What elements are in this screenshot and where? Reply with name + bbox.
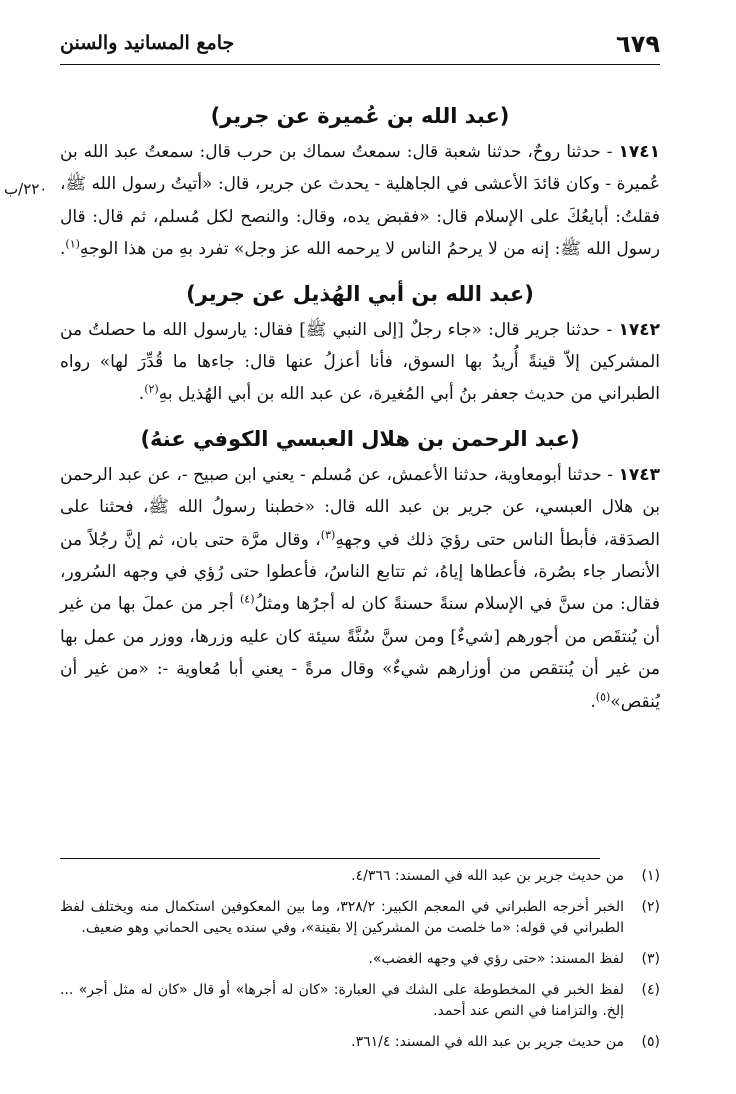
footnote xyxy=(60,980,660,1022)
footnote xyxy=(60,1032,660,1053)
footnote-text: الخبر أخرجه الطبراني في المعجم الكبير: ٣٢٨/٢، وما بين المعكوفين استكمال منه ويختلف لفظ الطبراني في قوله: «ما خلصت من المشركين إلا بقينة»، وفي سنده يحيى الحماني وهو ضعيف. xyxy=(60,899,625,936)
hadith-number: ١٧٤٣ xyxy=(618,464,660,485)
footnote-rule xyxy=(60,858,600,859)
hadith-text: - حدثنا أبومعاوية، حدثنا الأعمش، عن مُسلم - يعني ابن صبيح -، عن عبد الرحمن بن هلال العبسي، عن جرير بن عبد الله قال: «خطبنا رسولُ الله ﷺ، فحثنا على الصدَقة، فأبطأ الناس حتى رؤيَ ذلك في وجههِ xyxy=(60,464,660,550)
footnote-number: (٢) xyxy=(641,899,660,915)
hadith-1743 xyxy=(60,459,660,718)
footnote-number: (٤) xyxy=(641,982,660,998)
hadith-text: - حدثنا جرير قال: «جاء رجلٌ [إلى النبي ﷺ] فقال: يارسول الله ما حصلتُ من المشركين إلاّ قينةً أُريدُ بها السوق، فأنا أعزلُ عنها قال: جاءها ما قُدِّرَ لها» رواه الطبراني من حديث جعفر بنُ أبي المُغيرة، عن عبد الله بن أبي الهُذيل بهِ xyxy=(60,319,660,405)
footnote-text: لفظ الخبر في المخطوطة على الشك في العبارة: «كان له أجرها» أو قال «كان له مثل أجر» ... إلخ. والتزامنا في النص عند أحمد. xyxy=(60,982,624,1019)
hadith-text: - حدثنا روحٌ، حدثنا شعبة قال: سمعتُ سماك بن حرب قال: سمعتُ عبد الله بن عُميرة - وكان قائدَ الأعشى في الجاهلية - يحدث عن جرير، قال: «أتيتُ رسول الله ﷺ، فقلتُ: أبايعُكَ على الإسلام قال: «فقبض يده، وقال: والنصح لكل مُسلم، ثم قال: قال رسول الله ﷺ: إنه من لا يرحمُ الناس لا يرحمه الله عز وجل» تفرد بهِ من هذا الوجهِ xyxy=(60,142,660,260)
footnote-marker[interactable]: (٥) xyxy=(595,690,611,704)
hadith-text-middle: ، وقال مرَّة حتى بان، ثم إنَّ رجُلاً من الأنصار جاء بصُرة، فأعطاها إياهُ، ثم تتابع الناسُ، فأعطوا حتى رُؤي في وجهه السُرور، فقال: من سنَّ في الإسلام سنةً حسنةً كان له أجرُها ومثلُ xyxy=(60,529,661,615)
footnote-number: (٥) xyxy=(641,1034,660,1050)
section-heading-3: (عبد الرحمن بن هلال العبسي الكوفي عنهُ) xyxy=(140,426,580,451)
footnote xyxy=(60,866,660,887)
footnote-marker[interactable]: (٣) xyxy=(320,528,336,541)
hadith-text-end: . xyxy=(138,384,145,405)
hadith-text-end: . xyxy=(590,691,596,712)
footnote-text: من حديث جرير بن عبد الله في المسند: ٤/٣٦٦. xyxy=(351,868,624,884)
footnote xyxy=(60,897,660,939)
page-number: ٦٧٩ xyxy=(616,30,660,58)
hadith-1741 xyxy=(60,136,660,266)
hadith-number: ١٧٤٢ xyxy=(618,319,660,340)
hadith-text-middle-2: أجر من عملَ بها من غير أن يُنتقَص من أجورهم [شيءٌ] ومن سنَّ سُنَّةً سيئة كان عليه وزرها، ووزر من عمل بها من غير أن يُنتقص من أوزارهم شيءٌ» وقال مرةً - يعني أبا مُعاوية -: «من غير أن يُنقص» xyxy=(60,594,660,712)
hadith-1742 xyxy=(60,314,660,411)
running-head xyxy=(60,28,660,64)
section-heading-2: (عبد الله بن أبي الهُذيل عن جرير) xyxy=(186,281,534,306)
book-title: جامع المسانيد والسنن xyxy=(60,32,235,54)
footnote-number: (٣) xyxy=(641,951,660,967)
section-heading-1: (عبد الله بن عُميرة عن جرير) xyxy=(210,104,510,128)
footnote-marker[interactable]: (١) xyxy=(65,237,80,251)
footnote-marker[interactable]: (٢) xyxy=(144,382,159,396)
main-text xyxy=(60,96,660,718)
hadith-text-end: . xyxy=(59,239,66,260)
footnote-text: لفظ المسند: «حتى رؤي في وجهه الغضب». xyxy=(368,951,624,967)
footnote-marker[interactable]: (٤) xyxy=(239,592,255,606)
hadith-number: ١٧٤١ xyxy=(618,142,660,162)
header-rule xyxy=(60,64,660,65)
manuscript-folio-reference: ٢٢٠/ب xyxy=(4,180,48,198)
footnote-text: من حديث جرير بن عبد الله في المسند: ٣٦١/٤. xyxy=(351,1034,624,1050)
footnote-number: (١) xyxy=(641,868,660,884)
footnotes xyxy=(60,866,660,1063)
footnote xyxy=(60,949,660,970)
